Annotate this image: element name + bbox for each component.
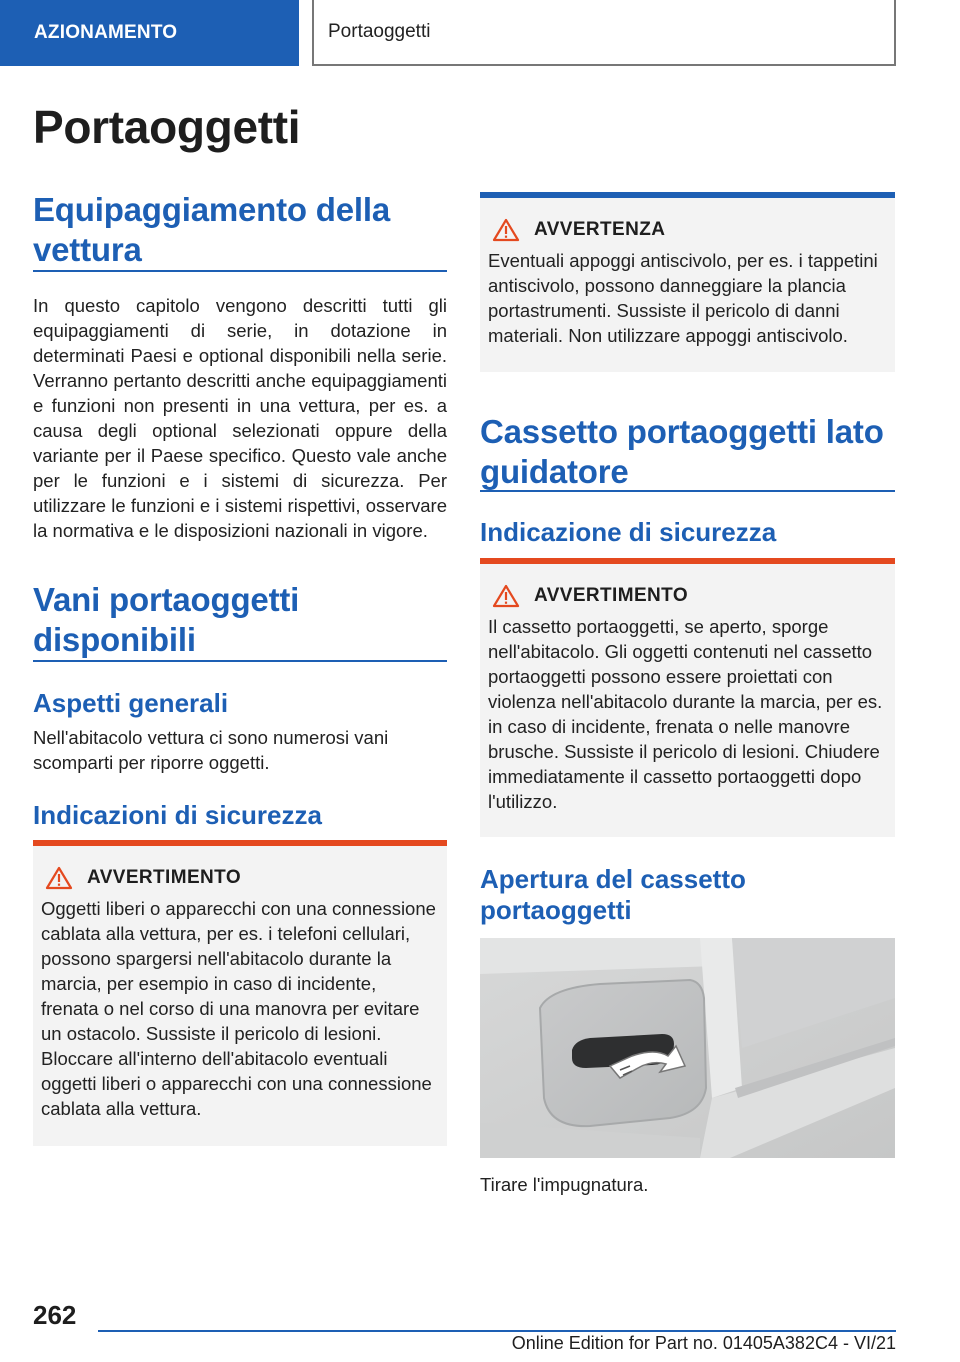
caution-text: Eventuali appoggi antiscivolo, per es. i tappetini antiscivolo, possono danneggiare la plancia portastrumenti. Sussiste il pericolo di danni materiali. Non utilizzare appoggi antiscivolo. (488, 250, 878, 346)
warning-header-left (41, 866, 437, 890)
warning-text-right: Il cassetto portaoggetti, se aperto, sporge nell'abitacolo. Gli oggetti contenuti nel cassetto portaoggetti possono essere proiettati con violenza nell'abitacolo durante la marcia, per es. in caso di incidente, frenata o nelle manovre brusche. Sussiste il pericolo di lesioni. Chiudere immediatamente il cassetto portaoggetti dopo l'utilizzo. (488, 616, 883, 812)
warning-title-right: AVVERTIMENTO (534, 585, 688, 606)
driver-storage-heading-rule (480, 490, 895, 492)
equipment-heading-rule (33, 270, 447, 272)
storage-heading-rule (33, 660, 447, 662)
glovebox-photo (480, 938, 895, 1158)
page-title: Portaoggetti (33, 101, 301, 153)
chapter-tab-label: Portaoggetti (328, 21, 431, 42)
equipment-heading: Equipaggiamento della vettura (33, 191, 391, 268)
safety-heading-right: Indicazione di sicurezza (480, 517, 777, 547)
general-text: Nell'abitacolo vettura ci sono numerosi vani scomparti per riporre oggetti. (33, 727, 389, 773)
caution-title: AVVERTENZA (534, 219, 666, 240)
storage-heading: Vani portaoggetti disponibili (33, 581, 300, 658)
warning-header-right (488, 584, 885, 608)
section-tab-label: AZIONAMENTO (34, 22, 178, 43)
caution-triangle-icon (492, 218, 520, 242)
caution-header (488, 218, 885, 242)
opening-heading: Apertura del cassetto portaoggetti (480, 864, 746, 925)
chapter-tab (312, 0, 896, 66)
caution-box (480, 192, 895, 372)
edition-text: Online Edition for Part no. 01405A382C4 - VI/21 (511, 1333, 896, 1353)
safety-heading-left: Indicazioni di sicurezza (33, 800, 322, 830)
page-number: 262 (33, 1300, 77, 1330)
warning-title-left: AVVERTIMENTO (87, 867, 241, 888)
warning-text-left: Oggetti liberi o apparecchi con una connessione cablata alla vettura, per es. i telefoni cellulari, possono spargersi nell'abitacolo durante la marcia, per esempio in caso di incidente, frenata o nel corso di una manovra per evitare un ostacolo. Sussiste il pericolo di lesioni. Bloccare all'interno dell'abitacolo eventuali oggetti liberi o apparecchi con una connessione cablata alla vettura. (41, 898, 436, 1119)
footer-rule (98, 1330, 896, 1332)
general-heading: Aspetti generali (33, 688, 229, 718)
warning-triangle-icon (492, 584, 520, 608)
photo-caption: Tirare l'impugnatura. (480, 1174, 649, 1195)
equipment-text: In questo capitolo vengono descritti tutti gli equipaggiamenti di serie, in dotazione in determinati Paesi e optional disponibili nella serie. Verranno pertanto descritti anche equipaggiamenti e funzioni non presenti in una vettura, per es. a causa degli optional selezionati oppure della variante per il Paese specifico. Questo vale anche per le funzioni e i sistemi di sicurezza. Per utilizzare le funzioni e i sistemi rispettivi, osservare la normativa e le disposizioni nazionali in vigore. (33, 295, 447, 541)
section-tab (0, 0, 299, 66)
warning-box-left (33, 840, 447, 1146)
warning-triangle-icon (45, 866, 73, 890)
warning-box-right (480, 558, 895, 837)
driver-storage-heading: Cassetto portaoggetti lato guidatore (480, 413, 884, 490)
